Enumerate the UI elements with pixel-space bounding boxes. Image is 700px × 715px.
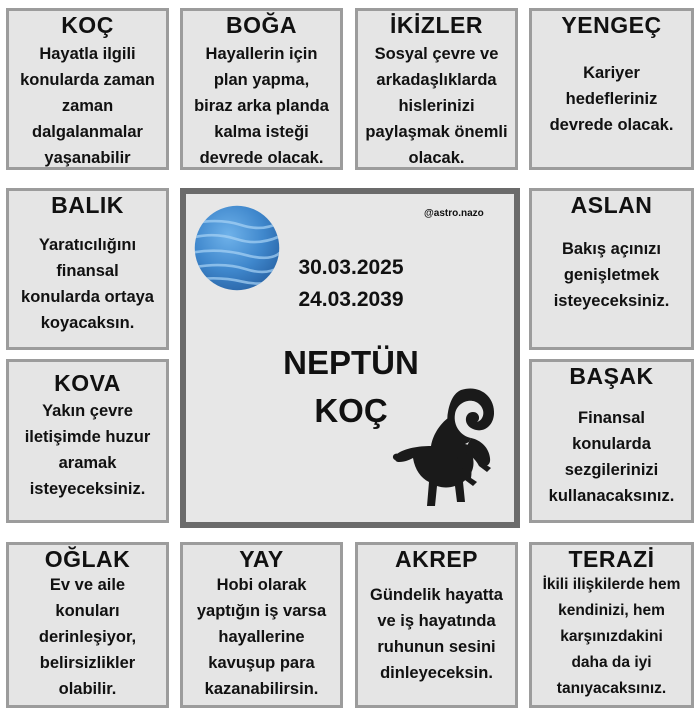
sign-text-line: konularda zaman (20, 71, 155, 89)
sign-text-line: kendinizi, hem (558, 602, 665, 619)
sign-text-line: olacak. (408, 149, 465, 167)
ram-aries-icon (391, 382, 501, 510)
sign-title-center: KOÇ (314, 392, 388, 429)
sign-text-line: isteyeceksiniz. (553, 292, 670, 310)
sign-text-line: daha da iyi (571, 654, 652, 671)
sign-text-line: kavuşup para (208, 654, 315, 672)
sign-text-line: konularda ortaya (21, 288, 154, 306)
sign-title: BOĞA (226, 12, 297, 38)
sign-text-line: dalgalanmalar (32, 123, 143, 141)
date-end: 24.03.2039 (298, 288, 404, 311)
sign-text-line: finansal (56, 262, 119, 280)
date-start: 30.03.2025 (298, 256, 404, 279)
sign-card-aslan (529, 188, 694, 350)
sign-card-terazi (529, 542, 694, 708)
sign-text-line: Sosyal çevre ve (374, 45, 499, 63)
sign-text-line: Yaratıcılığını (38, 236, 137, 254)
sign-title: TERAZİ (568, 546, 655, 572)
sign-text-line: Hobi olarak (216, 576, 307, 594)
sign-title: AKREP (394, 546, 478, 572)
sign-title: KOÇ (61, 12, 114, 38)
sign-title: ASLAN (570, 192, 653, 218)
sign-text-line: Ev ve aile (49, 576, 126, 594)
sign-text-line: Finansal (578, 409, 645, 427)
sign-text-line: konularda (572, 435, 651, 453)
sign-text-line: dinleyeceksin. (380, 664, 493, 682)
sign-text-line: isteyeceksiniz. (29, 480, 146, 498)
sign-text-line: konuları (55, 602, 120, 620)
center-panel (180, 188, 520, 528)
sign-text-line: sezgilerinizi (564, 461, 659, 479)
sign-text-line: tanıyacaksınız. (556, 680, 667, 697)
sign-text-line: koyacaksın. (40, 314, 135, 332)
sign-text-line: Gündelik hayatta (370, 586, 503, 604)
sign-text-line: karşınızdakini (560, 628, 663, 645)
sign-card-akrep (355, 542, 518, 708)
sign-text-line: kullanacaksınız. (548, 487, 675, 505)
sign-title: OĞLAK (44, 546, 131, 572)
sign-card-oglak (6, 542, 169, 708)
sign-text-line: hislerinizi (398, 97, 475, 115)
sign-card-koc (6, 8, 169, 170)
sign-title: YAY (239, 546, 284, 572)
sign-text-line: olabilir. (58, 680, 117, 698)
sign-text-line: zaman (61, 97, 114, 115)
sign-card-kova (6, 359, 169, 523)
sign-title: İKİZLER (390, 12, 483, 38)
sign-card-basak (529, 359, 694, 523)
sign-text-line: devrede olacak. (549, 116, 674, 134)
sign-text-line: İkili ilişkilerde hem (542, 576, 681, 593)
sign-title: BALIK (51, 192, 124, 218)
sign-text-line: hedefleriniz (565, 90, 658, 108)
sign-card-boga (180, 8, 343, 170)
sign-text-line: yaşanabilir (44, 149, 131, 167)
sign-text-line: genişletmek (563, 266, 660, 284)
sign-card-yengec (529, 8, 694, 170)
sign-text-line: kalma isteği (214, 123, 309, 141)
sign-text-line: derinleşiyor, (38, 628, 137, 646)
sign-text-line: Bakış açınızı (561, 240, 662, 258)
sign-text-line: Hayallerin için (205, 45, 318, 63)
sign-text-line: paylaşmak önemli (365, 123, 508, 141)
sign-card-balik (6, 188, 169, 350)
sign-text-line: plan yapma, (213, 71, 310, 89)
sign-text-line: ruhunun sesini (377, 638, 496, 656)
sign-title: BAŞAK (569, 363, 654, 389)
sign-text-line: Kariyer (583, 64, 640, 82)
sign-text-line: yaptığın iş varsa (196, 602, 327, 620)
sign-text-line: aramak (58, 454, 117, 472)
sign-text-line: belirsizlikler (39, 654, 136, 672)
sign-card-ikizler (355, 8, 518, 170)
author-handle: @astro.nazo (424, 208, 484, 219)
sign-text-line: Yakın çevre (42, 402, 133, 420)
sign-text-line: kazanabilirsin. (204, 680, 319, 698)
sign-text-line: devrede olacak. (199, 149, 324, 167)
sign-title: YENGEÇ (561, 12, 662, 38)
sign-text-line: Hayatla ilgili (39, 45, 136, 63)
sign-title: KOVA (54, 370, 121, 396)
sign-text-line: iletişimde huzur (24, 428, 151, 446)
planet-title: NEPTÜN (283, 344, 419, 381)
sign-text-line: ve iş hayatında (377, 612, 496, 630)
neptune-planet-icon (193, 204, 281, 292)
sign-text-line: biraz arka planda (194, 97, 329, 115)
sign-text-line: hayallerine (218, 628, 305, 646)
sign-card-yay (180, 542, 343, 708)
sign-text-line: arkadaşlıklarda (376, 71, 497, 89)
